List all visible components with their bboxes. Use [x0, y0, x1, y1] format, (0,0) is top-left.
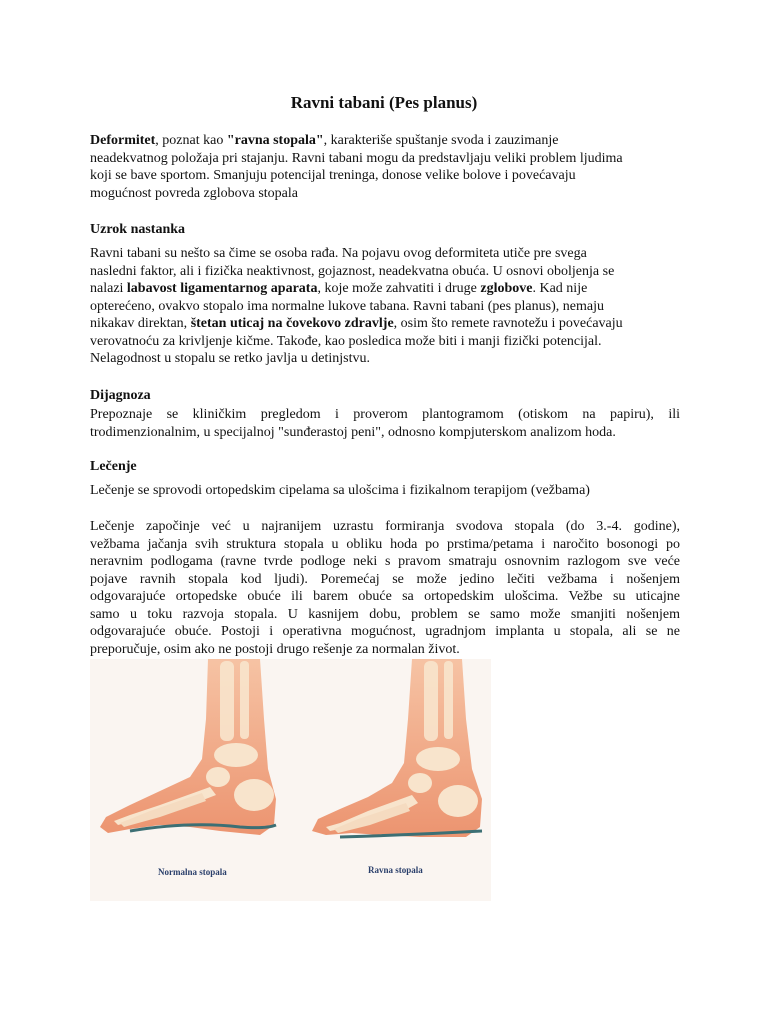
heading-uzrok-nastanka: Uzrok nastanka: [90, 222, 186, 237]
term-ravna-stopala: "ravna stopala": [226, 133, 324, 148]
treat-line: Lečenje se sprovodi ortopedskim cipelama sa ulošcima i fizikalnom terapijom (vežbama): [90, 483, 590, 498]
heading-lecenje: Lečenje: [90, 459, 137, 474]
foot-illustration: [90, 659, 491, 901]
term-deformitet: Deformitet: [90, 133, 156, 148]
diagnosis-paragraph: [90, 406, 680, 441]
treat-line-3: neravnim podlogama (ravne tvrde podloge neki s pravom smatraju osnovnim razlogom sve veće: [90, 554, 680, 569]
page-title: Ravni tabani (Pes planus): [290, 93, 478, 112]
diag-line-2: trodimenzionalnim, u specijalnoj "sunđerastoj peni", odnosno kompjuterskom analizom hoda.: [90, 424, 616, 440]
intro-paragraph: [90, 132, 680, 202]
foot-comparison-figure: [90, 659, 491, 901]
treat-line-4: pojave ravnih stopala kod ljudi). Poremećaj se može jedino lečiti vežbama i nošenjem: [90, 571, 680, 587]
diag-line-1: Prepoznaje se kliničkim pregledom i proverom plantogramom (otiskom na papiru), ili: [90, 407, 680, 422]
intro-text: , karakteriše spuštanje svoda i zauzimanje: [323, 133, 559, 148]
treatment-paragraph-1: [90, 482, 680, 500]
cause-line-7: Nelagodnost u stopalu se retko javlja u detinjstvu.: [90, 351, 370, 366]
intro-line-1: [90, 132, 680, 150]
term-stetan-uticaj: štetan uticaj na čovekovo zdravlje: [190, 316, 394, 331]
heading-dijagnoza: Dijagnoza: [90, 388, 151, 403]
flat-foot-drawing: [312, 659, 482, 837]
term-zglobove: zglobove: [480, 281, 533, 296]
cause-paragraph: [90, 245, 680, 368]
intro-text: , poznat kao: [155, 133, 227, 148]
cause-line-2: nasledni faktor, ali i fizička neaktivnost, gojaznost, neadekvatna obuća. U osnovi oboljenja se: [90, 263, 615, 279]
treat-line-8: preporučuje, osim ako ne postoji drugo rešenje za normalan život.: [90, 641, 460, 657]
cause-text: , koje može zahvatiti i druge: [317, 281, 481, 296]
caption-normalna-stopala: Normalna stopala: [158, 867, 227, 877]
cause-line-4: opterećeno, ovakvo stopalo ima normalne lukove tabana. Ravni tabani (pes planus), nemaju: [90, 298, 604, 314]
intro-line-3: koji se bave sportom. Smanjuju potencijal treninga, donose velike bolove i povećavaju: [90, 168, 576, 183]
treat-line-5: odgovarajuće ortopedske obuće ili barem obuće sa ortopedskim ulošcima. Vežbe su uticajne: [90, 589, 680, 604]
cause-text: . Kad nije: [532, 281, 588, 296]
caption-ravna-stopala: Ravna stopala: [368, 865, 423, 875]
intro-line-4: mogućnost povreda zglobova stopala: [90, 185, 299, 201]
treat-line-6: samo u toku razvoja stopala. U kasnijem dobu, problem se samo može smanjiti nošenjem: [90, 606, 680, 622]
cause-text: nalazi: [90, 281, 127, 296]
treat-line-2: vežbama jačanja svih struktura stopala u obliku hoda po prstima/petama i naročito bosonogi po: [90, 536, 680, 552]
cause-text: , osim što remete ravnotežu i povećavaju: [393, 316, 623, 331]
treat-line-7: odgovarajuće obuće. Postoji i operativna mogućnost, ugradnjom implanta u stopala, ali se ne: [90, 624, 680, 639]
cause-line-1: Ravni tabani su nešto sa čime se osoba rađa. Na pojavu ovog deformiteta utiče pre svega: [90, 246, 587, 261]
normal-foot-drawing: [100, 659, 276, 835]
treatment-paragraph-2: [90, 518, 680, 658]
cause-line-6: verovatnoću za krivljenje kičme. Takođe, kao posledica može biti i manji fizički potencijal.: [90, 333, 602, 349]
term-labavost: labavost ligamentarnog aparata: [126, 281, 318, 296]
cause-line-5: [90, 315, 680, 333]
treat-line-1: Lečenje započinje već u najranijem uzrastu formiranja svodova stopala (do 3.-4. godine),: [90, 519, 680, 534]
cause-text: nikakav direktan,: [90, 316, 191, 331]
intro-line-2: neadekvatnog položaja pri stajanju. Ravni tabani mogu da predstavljaju veliki problem ljudima: [90, 150, 623, 166]
cause-line-3: [90, 280, 680, 298]
